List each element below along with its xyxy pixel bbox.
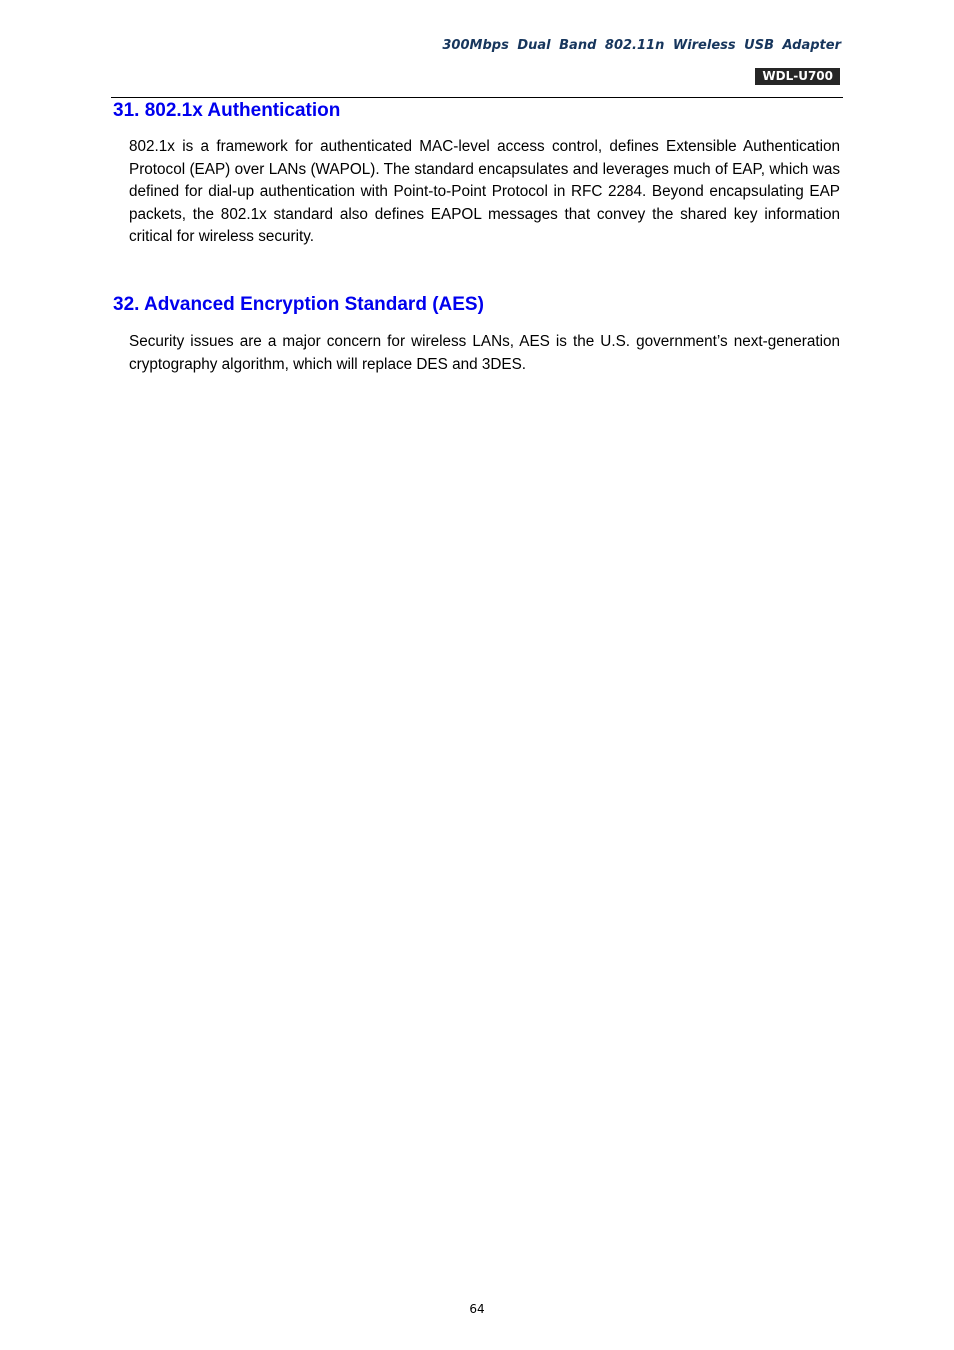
section-heading-8021x: 31. 802.1x Authentication bbox=[113, 100, 341, 121]
section-body-aes: Security issues are a major concern for wireless LANs, AES is the U.S. government’s next-generation cryptography algorithm, which will replace DES and 3DES. bbox=[129, 333, 840, 373]
header-divider bbox=[111, 97, 843, 98]
product-title: 300Mbps Dual Band 802.11n Wireless USB Adapter bbox=[442, 38, 841, 53]
model-badge: WDL-U700 bbox=[755, 68, 840, 85]
section-body-8021x: 802.1x is a framework for authenticated MAC-level access control, defines Extensible Authentication Protocol (EAP) over LANs (WAPOL). The standard encapsulates and leverages much of EAP, which was defined for dial-up authentication with Point-to-Point Protocol in RFC 2284. Beyond encapsulating EAP packets, the 802.1x standard also defines EAPOL messages that convey the shared key information critical for wireless security. bbox=[129, 138, 840, 245]
section-heading-aes: 32. Advanced Encryption Standard (AES) bbox=[113, 294, 484, 315]
page-number: 64 bbox=[469, 1302, 485, 1316]
